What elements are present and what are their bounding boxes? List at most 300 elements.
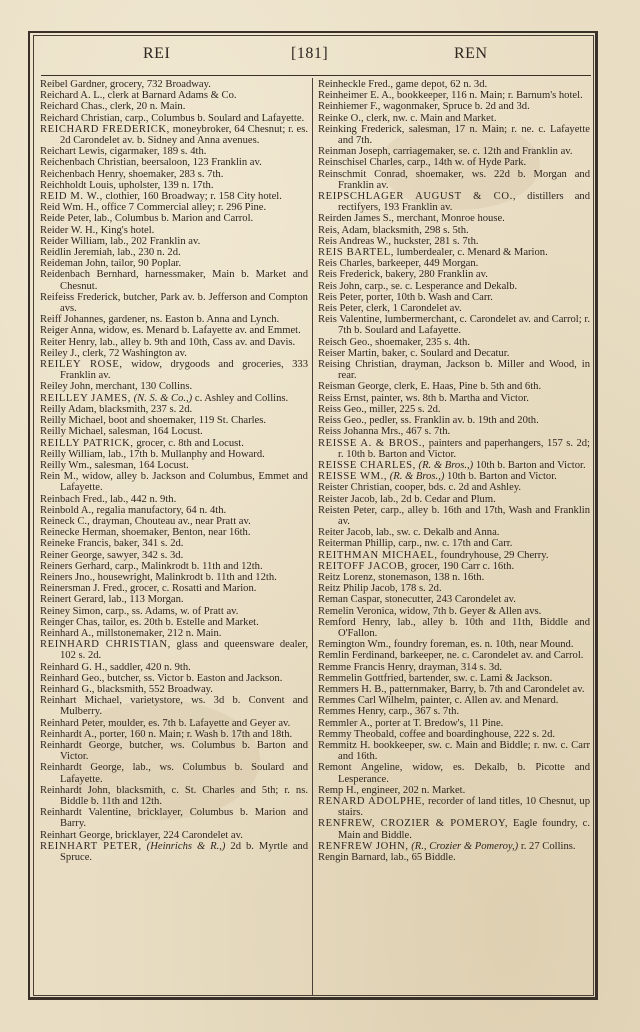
entry-name: Reinhardt John, xyxy=(40,784,111,796)
entry-name: Reiter Jacob, xyxy=(318,527,374,539)
entry-name: REID M. W., xyxy=(40,191,103,203)
entry-detail: drayman, Chouteau av., near Pratt av. xyxy=(89,515,251,527)
directory-entry xyxy=(318,169,590,191)
entry-detail: tailor, 90 Poplar. xyxy=(108,258,182,270)
entry-detail: butcher, ws. Columbus b. Barton and Victor. xyxy=(60,739,308,763)
entry-name: Reiger Anna, xyxy=(40,325,96,337)
entry-detail: housewright, Malinkrodt b. 11th and 12th. xyxy=(95,571,277,583)
directory-entry xyxy=(40,124,308,146)
entry-detail: varietystore, ws. 3d b. Convent and Mulberry. xyxy=(60,695,308,718)
entry-detail: foundry foreman, es. n. 10th, near Mound. xyxy=(391,639,574,651)
entry-name: Reiner George, xyxy=(40,549,105,561)
entry-name: Reinert Gerard, xyxy=(40,594,106,606)
entry-detail: coffee and boardinghouse, 222 s. 2d. xyxy=(396,728,556,740)
entry-detail: painter, ws. 8th b. Martha and Victor. xyxy=(368,392,529,404)
directory-entry xyxy=(318,157,590,168)
entry-name: Reichard Christian, xyxy=(40,112,123,124)
entry-name: Reis Peter, xyxy=(318,303,364,315)
entry-detail: cooper, bds. c. 2d and Ashley. xyxy=(392,482,522,494)
entry-name: Reider W. H., xyxy=(40,224,98,236)
entry-name: Rengin Barnard, xyxy=(318,852,389,864)
entry-name: Reichard Chas., xyxy=(40,101,108,113)
entry-name: Remmes Carl Wilhelm, xyxy=(318,695,418,707)
entry-detail: carp., nw. c. 17th and Carr. xyxy=(395,538,513,550)
directory-entry xyxy=(318,550,590,561)
entry-name: REILLY PATRICK, xyxy=(40,437,134,449)
column-divider xyxy=(312,78,313,996)
directory-entry xyxy=(40,269,308,291)
entry-detail: merchant, 130 Collins. xyxy=(92,381,193,393)
directory-entry xyxy=(318,662,590,673)
entry-detail: lumberdealer, c. Menard & Marion. xyxy=(394,247,548,259)
entry-detail: shoemaker, ws. 22d b. Morgan and Franklin av. xyxy=(338,168,590,191)
directory-entry xyxy=(40,449,308,460)
entry-detail: lab., 202 Franklin av. xyxy=(107,235,201,247)
directory-entry xyxy=(318,213,590,224)
entry-detail: grocery, 732 Broadway. xyxy=(107,79,211,90)
entry-name: Reider William, xyxy=(40,235,108,247)
entry-name: Reilly Adam, xyxy=(40,403,97,415)
entry-detail: moulder, es. 7th b. Lafayette and Geyer av. xyxy=(105,717,291,729)
directory-entry xyxy=(318,393,590,404)
directory-entry xyxy=(318,852,590,863)
directory-entry xyxy=(318,729,590,740)
entry-name: Reinersman J. Fred., xyxy=(40,583,128,595)
entry-detail: stonemason, 138 n. 16th. xyxy=(375,571,485,583)
entry-detail: tailor, es. 20th b. Estelle and Market. xyxy=(100,616,259,628)
entry-name: Reilly Michael, xyxy=(40,415,106,427)
directory-entry xyxy=(318,79,590,90)
entry-name: REINHART PETER, xyxy=(40,840,142,852)
directory-entry xyxy=(40,572,308,583)
directory-entry xyxy=(318,561,590,572)
entry-name: Reitz Philip Jacob, xyxy=(318,583,398,595)
directory-column-right xyxy=(318,79,590,863)
entry-detail: lab., 2d b. Cedar and Plum. xyxy=(377,493,496,505)
entry-name: Reinheimer E. A., xyxy=(318,90,395,102)
directory-entry xyxy=(318,617,590,639)
directory-entry xyxy=(40,90,308,101)
directory-entry xyxy=(318,460,590,471)
entry-name: Remmes Henry, xyxy=(318,706,387,718)
directory-entry xyxy=(318,527,590,538)
entry-firm-note: (R. & Bros.,) xyxy=(415,459,474,471)
directory-entry xyxy=(40,740,308,762)
entry-detail: r. 27 Collins. xyxy=(518,840,576,852)
entry-name: Reiss Ernst, xyxy=(318,392,369,404)
entry-name: Reifeiss Frederick, xyxy=(40,291,121,303)
directory-entry xyxy=(40,494,308,505)
directory-entry xyxy=(40,628,308,639)
entry-detail: carp., ss. Adams, w. of Pratt av. xyxy=(102,605,239,617)
directory-entry xyxy=(318,718,590,729)
entry-detail: grocer, c. 8th and Locust. xyxy=(133,437,244,449)
entry-name: Reinhard G. H., xyxy=(40,661,108,673)
directory-entry xyxy=(318,684,590,695)
entry-name: Reichholdt Louis, xyxy=(40,179,116,191)
entry-detail: lab., 65 Biddle. xyxy=(388,852,456,864)
entry-detail: salesman, 17 n. Main; r. ne. c. Lafayette and 7th. xyxy=(338,123,590,147)
entry-name: Reinhardt George, xyxy=(40,762,125,774)
entry-detail: 10th b. Barton and Victor. xyxy=(444,471,557,483)
entry-name: Reinschisel Charles, xyxy=(318,157,405,169)
entry-detail: shoemaker, 235 s. 4th. xyxy=(372,336,470,348)
entry-detail: lab., 230 n. 2d. xyxy=(114,247,181,259)
directory-entry xyxy=(40,157,308,168)
entry-name: Reinecke Herman, xyxy=(40,527,119,539)
entry-detail: patternmaker, Barry, b. 7th and Carondelet av. xyxy=(386,683,585,695)
directory-entry xyxy=(318,818,590,840)
entry-detail: King's hotel. xyxy=(97,224,155,236)
directory-entry xyxy=(40,348,308,359)
directory-entry xyxy=(318,841,590,852)
directory-column-left xyxy=(40,79,308,863)
directory-entry xyxy=(318,247,590,258)
entry-detail: foundryhouse, 29 Cherry. xyxy=(437,549,549,561)
directory-entry xyxy=(40,617,308,628)
directory-entry xyxy=(40,662,308,673)
directory-entry xyxy=(318,90,590,101)
directory-entry xyxy=(318,538,590,549)
entry-name: Reinschmit Conrad, xyxy=(318,168,408,180)
entry-detail: lab., 442 n. 9th. xyxy=(107,493,177,505)
entry-detail: beersaloon, 123 Franklin av. xyxy=(138,157,262,169)
directory-entry xyxy=(318,191,590,213)
directory-entry xyxy=(40,718,308,729)
entry-name: RENFREW, CROZIER & POMEROY, xyxy=(318,818,509,830)
directory-entry xyxy=(318,146,590,157)
entry-detail: grocer, c. Rosatti and Marion. xyxy=(127,583,257,595)
directory-entry xyxy=(318,381,590,392)
entry-name: Reister Christian, xyxy=(318,482,393,494)
entry-detail: blacksmith, 298 s. 5th. xyxy=(370,224,469,236)
entry-detail: salesman, 164 Locust. xyxy=(105,426,203,438)
entry-name: Reis Valentine, xyxy=(318,314,383,326)
directory-entry xyxy=(40,460,308,471)
directory-entry xyxy=(40,191,308,202)
entry-name: Reinhart Michael, xyxy=(40,695,123,707)
entry-name: Reiser Martin, xyxy=(318,347,380,359)
directory-entry xyxy=(40,236,308,247)
entry-detail: lab., 113 Morgan. xyxy=(105,594,184,606)
entry-detail: bookkeeper, 116 n. Main; r. Barnum's hotel. xyxy=(394,90,583,102)
entry-detail: shoemaker, Benton, near 16th. xyxy=(118,527,251,539)
entry-detail: upholster, 139 n. 17th. xyxy=(115,179,214,191)
entry-detail: widow, alley b. Jackson and Columbus, Emmet and Lafayette. xyxy=(60,471,308,494)
directory-entry xyxy=(40,516,308,527)
directory-entry xyxy=(318,706,590,717)
entry-name: REILEY ROSE, xyxy=(40,359,123,371)
entry-firm-note: (N. S. & Co.,) xyxy=(131,392,193,404)
entry-detail: carp., Columbus b. Soulard and Lafayette. xyxy=(122,112,305,124)
directory-entry xyxy=(40,202,308,213)
directory-entry xyxy=(318,494,590,505)
entry-detail: boot and shoemaker, 119 St. Charles. xyxy=(105,415,267,427)
entry-detail: stonecutter, 243 Carondelet av. xyxy=(382,594,516,606)
entry-detail: drayman, Jackson b. Miller and Wood, in rear. xyxy=(338,359,591,382)
entry-name: Reinhardt A., xyxy=(40,728,97,740)
directory-entry xyxy=(40,684,308,695)
directory-entry xyxy=(318,124,590,146)
directory-entry xyxy=(318,796,590,818)
directory-entry xyxy=(318,258,590,269)
entry-name: Reilly Wm., xyxy=(40,459,92,471)
directory-entry xyxy=(318,505,590,527)
entry-detail: clerk, 20 n. Main. xyxy=(107,101,186,113)
directory-entry xyxy=(40,225,308,236)
entry-detail: 178 s. 2d. xyxy=(397,583,442,595)
directory-entry xyxy=(318,415,590,426)
entry-detail: 467 s. 7th. xyxy=(403,426,451,438)
entry-name: Remington Wm., xyxy=(318,639,392,651)
directory-entry xyxy=(318,785,590,796)
directory-entry xyxy=(40,762,308,784)
directory-entry xyxy=(318,292,590,303)
entry-name: Reichenbach Christian, xyxy=(40,157,139,169)
entry-name: Reisten Peter, xyxy=(318,504,378,516)
entry-name: Remelin Veronica, xyxy=(318,605,397,617)
directory-entry xyxy=(40,606,308,617)
entry-name: Reis, Adam, xyxy=(318,224,371,236)
entry-detail: widow, 7th b. Geyer & Allen avs. xyxy=(396,605,542,617)
entry-name: Reide Peter, xyxy=(40,213,92,225)
entry-detail: clothier, 160 Broadway; r. 158 City hotel. xyxy=(102,191,282,203)
entry-name: Reideman John, xyxy=(40,258,109,270)
entry-name: RENFREW JOHN, xyxy=(318,840,409,852)
directory-entry xyxy=(40,841,308,863)
entry-name: Reirden James S., xyxy=(318,213,394,225)
directory-entry xyxy=(318,471,590,482)
directory-entry xyxy=(40,337,308,348)
directory-entry xyxy=(40,807,308,829)
entry-detail: 2d b. Myrtle and Spruce. xyxy=(60,840,308,864)
running-head-right: REN xyxy=(454,45,488,62)
entry-name: Reiners Gerhard, xyxy=(40,560,113,572)
entry-detail: distillers and rectifyers, 193 Franklin av. xyxy=(338,191,590,214)
directory-entry xyxy=(318,359,590,381)
directory-entry xyxy=(318,314,590,336)
directory-entry xyxy=(40,79,308,90)
directory-entry xyxy=(40,673,308,684)
entry-detail: bartender, sw. c. Lami & Jackson. xyxy=(406,672,553,684)
entry-detail: drayman, 314 s. 3d. xyxy=(415,661,503,673)
entry-name: REILLEY JAMES, xyxy=(40,392,131,404)
directory-entry xyxy=(318,348,590,359)
entry-firm-note: (Heinrichs & R.,) xyxy=(141,840,226,852)
directory-entry xyxy=(40,415,308,426)
entry-detail: grocer, 190 Carr c. 16th. xyxy=(408,560,515,572)
entry-detail: clerk, E. Haas, Pine b. 5th and 6th. xyxy=(391,381,542,393)
directory-entry xyxy=(318,650,590,661)
entry-detail: game depot, 62 n. 3d. xyxy=(393,79,488,90)
entry-detail: lab., alley b. 10th and 11th, Biddle and O'Fallon. xyxy=(338,616,590,639)
entry-name: Reinhard A., xyxy=(40,627,94,639)
entry-name: Reisch Geo., xyxy=(318,336,373,348)
entry-name: Reinhardt Valentine, xyxy=(40,807,132,819)
entry-detail: widow, drygoods and groceries, 333 Franklin av. xyxy=(60,359,308,382)
entry-detail: bookkeeper, sw. c. Main and Biddle; r. nw. c. Carr and 16th. xyxy=(338,739,590,763)
entry-detail: miller, 225 s. 2d. xyxy=(366,403,441,415)
directory-entry xyxy=(40,325,308,336)
entry-name: Remont Angeline, xyxy=(318,762,403,774)
entry-name: REITOFF JACOB, xyxy=(318,560,409,572)
entry-name: Reis Peter, xyxy=(318,291,364,303)
entry-name: Reis Andreas W., xyxy=(318,235,391,247)
entry-detail: millstonemaker, 212 n. Main. xyxy=(93,627,222,639)
entry-detail: Eagle foundry, c. Main and Biddle. xyxy=(338,818,590,841)
directory-entry xyxy=(318,225,590,236)
entry-detail: gardener, ns. Easton b. Anna and Lynch. xyxy=(105,314,280,326)
entry-detail: blacksmith, 237 s. 2d. xyxy=(96,403,193,415)
entry-name: Reibel Gardner, xyxy=(40,79,108,90)
entry-name: Reichenbach Henry, xyxy=(40,168,126,180)
entry-detail: blacksmith, 552 Broadway. xyxy=(94,683,213,695)
entry-detail: painters and paperhangers, 157 s. 2d; r. 10th b. Barton and Victor. xyxy=(338,437,590,460)
entry-firm-note: (R. & Bros.,) xyxy=(387,471,445,483)
entry-name: Remme Francis Henry, xyxy=(318,661,416,673)
entry-detail: carp., 367 s. 7th. xyxy=(386,706,460,718)
entry-detail: recorder of land titles, 10 Chesnut, up stairs. xyxy=(338,796,590,819)
entry-detail: lab., ws. Columbus b. Soulard and Lafayette. xyxy=(60,762,309,785)
directory-entry xyxy=(40,561,308,572)
entry-name: Remp H., xyxy=(318,784,359,796)
entry-name: Reising Christian, xyxy=(318,359,397,371)
header-rule xyxy=(41,75,591,76)
entry-name: Rein M., xyxy=(40,471,79,483)
entry-detail: butcher, ss. Victor b. Easton and Jackson. xyxy=(104,672,283,684)
entry-name: Reineck C., xyxy=(40,515,90,527)
entry-detail: carp., Malinkrodt b. 11th and 12th. xyxy=(112,560,263,572)
directory-entry xyxy=(40,438,308,449)
entry-detail: moneybroker, 64 Chesnut; r. es. 2d Carondelet av. b. Sidney and Anna avenues. xyxy=(60,123,308,147)
entry-name: Reinheckle Fred., xyxy=(318,79,394,90)
entry-detail: bakery, 280 Franklin av. xyxy=(382,269,488,281)
directory-entry xyxy=(40,550,308,561)
entry-name: Reinhard G., xyxy=(40,683,95,695)
entry-name: Reiff Johannes, xyxy=(40,314,106,326)
directory-entry xyxy=(318,762,590,784)
entry-name: Remford Henry, xyxy=(318,616,391,628)
entry-firm-note: (R., Crozier & Pomeroy,) xyxy=(408,840,519,852)
entry-name: Reinman Joseph, xyxy=(318,146,391,158)
directory-entry xyxy=(40,180,308,191)
directory-entry xyxy=(40,527,308,538)
directory-entry xyxy=(40,292,308,314)
entry-name: REIPSCHLAGER AUGUST & CO., xyxy=(318,191,517,203)
entry-name: Remmler A., xyxy=(318,717,373,729)
entry-name: Reinhard Peter, xyxy=(40,717,106,729)
directory-entry xyxy=(318,583,590,594)
running-header xyxy=(33,35,594,75)
directory-entry xyxy=(318,639,590,650)
entry-name: Reilly Michael, xyxy=(40,426,106,438)
directory-entry xyxy=(318,426,590,437)
directory-entry xyxy=(318,438,590,460)
entry-name: Reiss Geo., xyxy=(318,403,367,415)
entry-name: REISSE A. & BROS., xyxy=(318,437,426,449)
entry-name: Reinhardt George, xyxy=(40,739,123,751)
entry-detail: barkeeper, 449 Morgan. xyxy=(374,258,479,270)
directory-entry xyxy=(40,314,308,325)
page-number: [181] xyxy=(291,45,329,62)
entry-name: REISSE WM., xyxy=(318,471,388,483)
entry-detail: porter, 160 n. Main; r. Wash b. 17th and 18th. xyxy=(96,728,293,740)
directory-entry xyxy=(318,606,590,617)
entry-detail: merchant, Monroe house. xyxy=(393,213,505,225)
entry-name: Remmers H. B., xyxy=(318,683,387,695)
directory-entry xyxy=(40,258,308,269)
entry-name: Reichard A. L., xyxy=(40,90,106,102)
entry-detail: lab., sw. c. Dekalb and Anna. xyxy=(373,527,500,539)
entry-name: Reilly William, xyxy=(40,448,106,460)
entry-name: REISSE CHARLES, xyxy=(318,459,416,471)
entry-name: Reis Frederick, xyxy=(318,269,383,281)
entry-detail: clerk at Barnard Adams & Co. xyxy=(105,90,237,102)
directory-entry xyxy=(40,538,308,549)
entry-name: Reitz Lorenz, xyxy=(318,571,376,583)
entry-detail: carriagemaker, se. c. 12th and Franklin av. xyxy=(390,146,573,158)
entry-detail: lumbermerchant, c. Carondelet av. and Carrol; r. 7th b. Soulard and Lafayette. xyxy=(338,314,590,337)
directory-entry xyxy=(318,281,590,292)
entry-detail: porter at T. Bredow's, 11 Pine. xyxy=(372,717,504,729)
entry-name: Reineke Francis, xyxy=(40,538,112,550)
directory-entry xyxy=(318,269,590,280)
entry-detail: painter, c. Allen av. and Menard. xyxy=(417,695,559,707)
entry-detail: butcher, Park av. b. Jefferson and Compton avs. xyxy=(60,291,308,315)
entry-detail: lab., alley b. 9th and 10th, Cass av. and Davis. xyxy=(96,336,296,348)
directory-entry xyxy=(40,101,308,112)
entry-name: Remmelin Gottfried, xyxy=(318,672,407,684)
directory-entry xyxy=(40,146,308,157)
directory-entry xyxy=(40,695,308,717)
entry-detail: sawyer, 342 s. 3d. xyxy=(104,549,184,561)
entry-detail: regalia manufactory, 64 n. 4th. xyxy=(93,504,227,516)
directory-entry xyxy=(40,247,308,258)
directory-entry xyxy=(40,594,308,605)
entry-name: Reiter Henry, xyxy=(40,336,97,348)
directory-entry xyxy=(40,785,308,807)
entry-detail: blacksmith, c. St. Charles and 5th; r. ns. Biddle b. 11th and 12th. xyxy=(60,784,308,807)
directory-entry xyxy=(40,359,308,381)
entry-detail: saddler, 420 n. 9th. xyxy=(107,661,191,673)
entry-detail: salesman, 164 Locust. xyxy=(91,459,189,471)
entry-name: Reid Wm. H., xyxy=(40,202,99,214)
entry-name: REICHARD FREDERICK, xyxy=(40,123,170,135)
directory-entry xyxy=(40,583,308,594)
entry-detail: barkeeper, ne. c. Carondelet av. and Carrol. xyxy=(397,650,584,662)
entry-detail: huckster, 281 s. 7th. xyxy=(390,235,479,247)
entry-detail: clerk, 1 Carondelet av. xyxy=(363,303,462,315)
entry-detail: carp., alley b. 16th and 17th, Wash and Franklin av. xyxy=(338,504,591,527)
entry-name: Reinbach Fred., xyxy=(40,493,108,505)
entry-detail: carp., se. c. Lesperance and Dekalb. xyxy=(362,280,518,292)
entry-name: Reisman George, xyxy=(318,381,392,393)
entry-name: REINHARD CHRISTIAN, xyxy=(40,639,171,651)
entry-name: Reister Jacob, xyxy=(318,493,378,505)
directory-entry xyxy=(318,404,590,415)
entry-detail: clerk, nw. c. Main and Market. xyxy=(363,112,497,124)
entry-detail: bricklayer, 224 Carondelet av. xyxy=(112,829,243,841)
entry-detail: harnessmaker, Main b. Market and Chesnut. xyxy=(60,269,309,292)
entry-detail: office 7 Commercial alley; r. 296 Pine. xyxy=(98,202,267,214)
entry-name: Remmitz H. xyxy=(318,739,371,751)
entry-detail: baker, 341 s. 2d. xyxy=(111,538,184,550)
entry-name: Reiley John, xyxy=(40,381,93,393)
directory-entry xyxy=(40,505,308,516)
directory-entry xyxy=(318,740,590,762)
entry-name: Reiss Geo., xyxy=(318,415,367,427)
entry-detail: carp., 14th w. of Hyde Park. xyxy=(404,157,527,169)
